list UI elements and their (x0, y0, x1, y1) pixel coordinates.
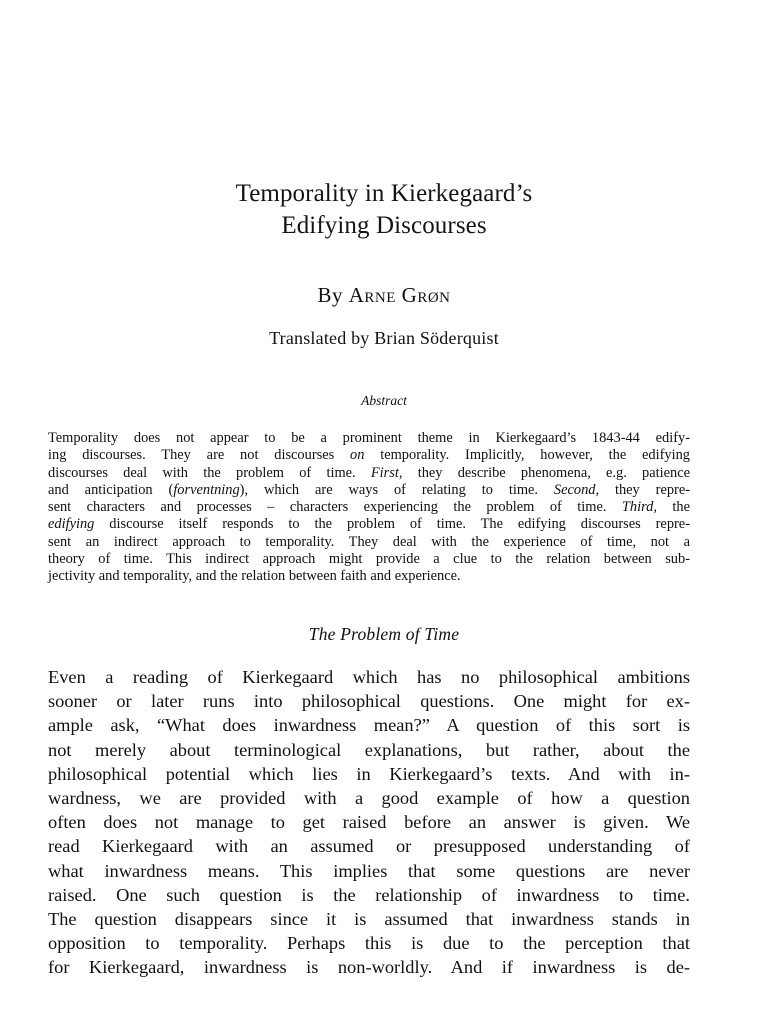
title-line-2: Edifying Discourses (281, 212, 487, 239)
body-text (48, 665, 690, 980)
body-line: not merely about terminological explanations, but rather, about the (48, 739, 690, 760)
body-line: philosophical potential which lies in Kierkegaard’s texts. And with in- (48, 763, 690, 784)
body-line: what inwardness means. This implies that some questions are never (48, 860, 690, 881)
abstract-line: jectivity and temporality, and the relation between faith and experience. (48, 568, 461, 585)
body-line: wardness, we are provided with a good example of how a question (48, 788, 690, 809)
abstract-line: sent an indirect approach to temporality. They deal with the experience of time, not a (48, 533, 690, 550)
body-line: read Kierkegaard with an assumed or presupposed understanding of (48, 836, 690, 857)
emphasis: First (370, 464, 399, 481)
abstract-line: edifying discourse itself responds to the problem of time. The edifying discourses repre- (48, 516, 690, 533)
abstract-line: ing discourses. They are not discourses on temporality. Implicitly, however, the edifying (48, 447, 690, 464)
body-line: ample ask, “What does inwardness mean?” A question of this sort is (48, 715, 690, 736)
body-line: raised. One such question is the relationship of inwardness to time. (48, 884, 690, 905)
emphasis: Second (553, 481, 596, 498)
body-line: The question disappears since it is assumed that inwardness stands in (48, 909, 690, 930)
body-line: Even a reading of Kierkegaard which has no philosophical ambitions (48, 667, 690, 687)
emphasis: forventning (173, 481, 240, 498)
emphasis: edifying (48, 516, 95, 533)
byline (0, 283, 768, 308)
abstract-line: Temporality does not appear to be a prominent theme in Kierkegaard’s 1843-44 edify- (48, 430, 690, 446)
abstract-line: and anticipation (forventning), which are ways of relating to time. Second, they repre- (48, 481, 690, 498)
author-name: Arne Grøn (348, 283, 451, 307)
abstract-heading: Abstract (361, 393, 407, 408)
body-line: often does not manage to get raised before an answer is given. We (48, 812, 690, 833)
emphasis: on (350, 447, 365, 464)
translator-credit: Translated by Brian Söderquist (269, 328, 499, 348)
emphasis: Third (621, 499, 654, 516)
body-line: for Kierkegaard, inwardness is non-worldly. And if inwardness is de- (48, 957, 690, 978)
section-heading: The Problem of Time (308, 624, 460, 644)
byline-prefix: By (317, 283, 343, 307)
body-line: opposition to temporality. Perhaps this is due to the perception that (48, 933, 690, 954)
abstract-body (48, 430, 690, 586)
abstract-line: theory of time. This indirect approach might provide a clue to the relation between sub- (48, 551, 690, 568)
abstract-line: discourses deal with the problem of time. First, they describe phenomena, e.g. patience (48, 464, 690, 481)
body-line: sooner or later runs into philosophical questions. One might for ex- (48, 691, 690, 712)
paper-title (0, 178, 768, 242)
title-line-1: Temporality in Kierkegaard’s (235, 180, 533, 207)
abstract-line: sent characters and processes – characters experiencing the problem of time. Third, the (48, 499, 690, 516)
